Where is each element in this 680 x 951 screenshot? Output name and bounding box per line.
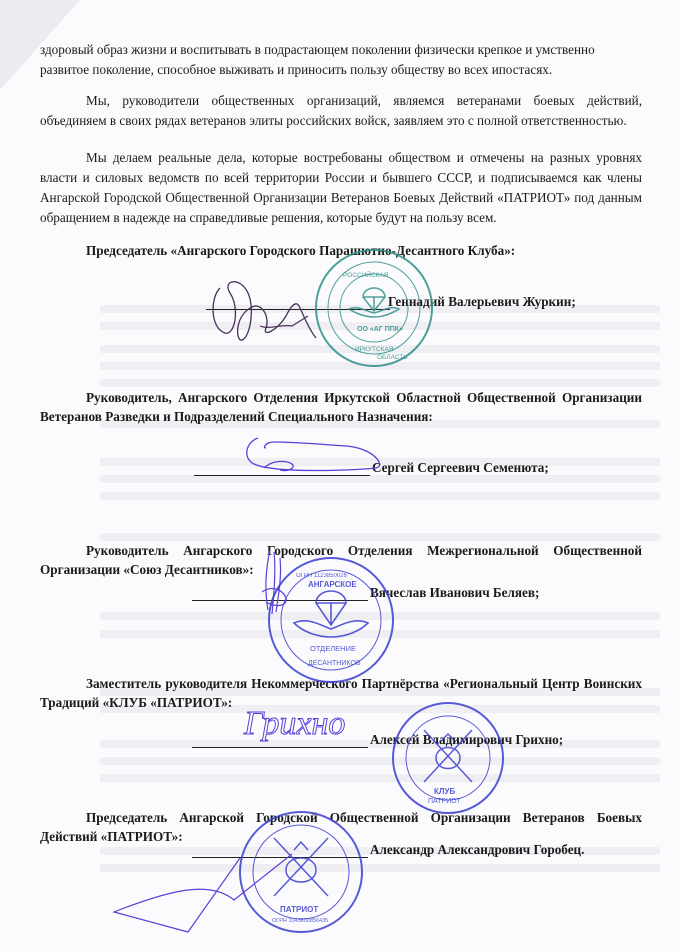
parachute-wings-icon — [294, 591, 368, 637]
signatory-title: Председатель Ангарской Городской Общественной Организации Ветеранов Боевых Действий «ПАТРИОТ»: — [40, 810, 642, 844]
svg-text:ПАТРИОТ: ПАТРИОТ — [428, 798, 461, 805]
signatory-name: Вячеслав Иванович Беляев; — [370, 585, 540, 600]
stamp-soyuz-desantnikov — [266, 555, 396, 685]
svg-text:ОБЛАСТЬ: ОБЛАСТЬ — [377, 354, 408, 361]
signature-gorobets — [110, 850, 300, 940]
svg-text:ОО «АГ ППК»: ОО «АГ ППК» — [357, 326, 403, 333]
svg-text:ИРКУТСКАЯ: ИРКУТСКАЯ — [355, 346, 394, 353]
signatory-title: Председатель «Ангарского Городского Парашютно-Десантного Клуба»: — [86, 243, 516, 258]
signatory-title: Руководитель Ангарского Городского Отделения Межрегиональной Общественной Организации «Союз Десантников»: — [40, 543, 642, 577]
signatory-name: Сергей Сергеевич Семенюта; — [372, 460, 549, 475]
signatory-name: Алексей Владимирович Грихно; — [370, 732, 564, 747]
paragraph-deeds: Мы делаем реальные дела, которые востребованы обществом и отмечены на разных уровнях власти и силовых ведомств по всей территории России и бывшего СССР, и подписываемся как члены Ангарской Городской Общественной Организации Ветеранов Боевых Действий «ПАТРИОТ» под данным обращением в надежде на справедливые решения, которые будут на пользу всем. — [40, 150, 642, 225]
svg-text:АНГАРСКОЕ: АНГАРСКОЕ — [308, 580, 357, 589]
emblem-swords-icon — [424, 730, 472, 782]
intro-line: развитое поколение, способное выживать и приносить пользу обществу во всех ипостасях. — [40, 62, 553, 77]
signatory-title: Руководитель, Ангарского Отделения Иркутской Областной Общественной Организации Ветеранов Разведки и Подразделений Специального Назначения: — [40, 390, 642, 424]
intro-paragraph — [40, 40, 642, 80]
signatory-title: Заместитель руководителя Некоммерческого Партнёрства «Региональный Центр Воинских Традиций «КЛУБ «ПАТРИОТ»: — [40, 676, 642, 710]
stamp-klub-patriot — [390, 700, 506, 816]
stamp-ag-ppk — [313, 247, 435, 369]
svg-text:ДЕСАНТНИКОВ: ДЕСАНТНИКОВ — [308, 660, 361, 667]
svg-text:РОССИЙСКАЯ: РОССИЙСКАЯ — [343, 272, 389, 279]
svg-text:ПАТРИОТ: ПАТРИОТ — [280, 905, 319, 914]
signatory-name: Геннадий Валерьевич Журкин; — [388, 294, 576, 309]
svg-text:КЛУБ: КЛУБ — [434, 787, 456, 796]
svg-text:ОГРН 1043800856435: ОГРН 1043800856435 — [272, 918, 329, 924]
paragraph-veterans: Мы, руководители общественных организаций, являемся ветеранами боевых действий, объединяем в своих рядах ветеранов элиты российских войск, заявляем это с полной ответственностью. — [40, 93, 642, 128]
signature-grikhno-text: Грихно — [244, 705, 346, 742]
svg-text:ОГРН 1123850026: ОГРН 1123850026 — [296, 573, 347, 579]
intro-line: здоровый образ жизни и воспитывать в подрастающем поколении физически крепкое и умственно — [40, 42, 595, 57]
signatory-name: Александр Александрович Горобец. — [370, 842, 585, 857]
signature-semenyuta — [236, 430, 386, 485]
parachute-wings-icon — [349, 288, 399, 317]
signature-grikhno — [236, 700, 376, 750]
svg-text:ОТДЕЛЕНИЕ: ОТДЕЛЕНИЕ — [310, 644, 356, 653]
